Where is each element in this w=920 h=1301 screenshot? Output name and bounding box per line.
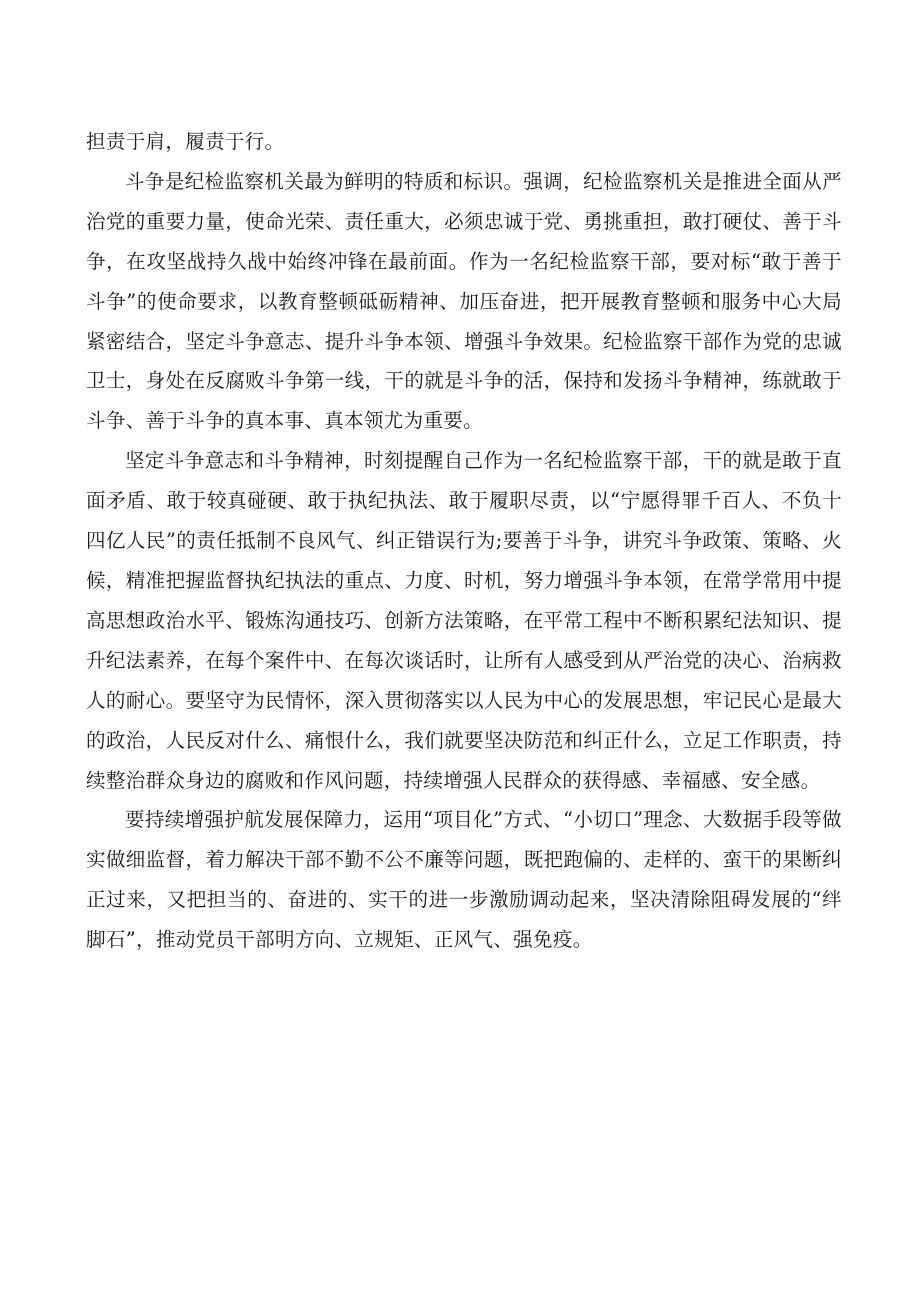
paragraph-1: 担责于肩，履责于行。: [86, 130, 285, 153]
paragraph-4: 要持续增强护航发展保障力，运用“项目化”方式、“小切口”理念、大数据手段等做实做细监督，着力解决干部不勤不公不廉等问题，既把跑偏的、走样的、蛮干的果断纠正过来，又把担当的、奋进的、实干的进一步激励调动起来，坚决清除阻碍发展的“绊脚石”，推动党员干部明方向、立规矩、正风气、强免疫。: [86, 808, 842, 952]
paragraph-3: 坚定斗争意志和斗争精神，时刻提醒自己作为一名纪检监察干部，干的就是敢于直面矛盾、敢于较真碰硬、敢于执纪执法、敢于履职尽责，以“宁愿得罪千百人、不负十四亿人民”的责任抵制不良风气、纠正错误行为;要善于斗争，讲究斗争政策、策略、火候，精准把握监督执纪执法的重点、力度、时机，努力增强斗争本领，在常学常用中提高思想政治水平、锻炼沟通技巧、创新方法策略，在平常工程中不断积累纪法知识、提升纪法素养，在每个案件中、在每次谈话时，让所有人感受到从严治党的决心、治病救人的耐心。要坚守为民情怀，深入贯彻落实以人民为中心的发展思想，牢记民心是最大的政治，人民反对什么、痛恨什么，我们就要坚决防范和纠正什么，立足工作职责，持续整治群众身边的腐败和作风问题，持续增强人民群众的获得感、幸福感、安全感。: [86, 449, 842, 792]
document-body: [86, 122, 842, 960]
paragraph-2: 斗争是纪检监察机关最为鲜明的特质和标识。强调，纪检监察机关是推进全面从严治党的重要力量，使命光荣、责任重大，必须忠诚于党、勇挑重担，敢打硬仗、善于斗争，在攻坚战持久战中始终冲锋在最前面。作为一名纪检监察干部，要对标“敢于善于斗争”的使命要求，以教育整顿砥砺精神、加压奋进，把开展教育整顿和服务中心大局紧密结合，坚定斗争意志、提升斗争本领、增强斗争效果。纪检监察干部作为党的忠诚卫士，身处在反腐败斗争第一线，干的就是斗争的活，保持和发扬斗争精神，练就敢于斗争、善于斗争的真本事、真本领尤为重要。: [86, 169, 842, 433]
